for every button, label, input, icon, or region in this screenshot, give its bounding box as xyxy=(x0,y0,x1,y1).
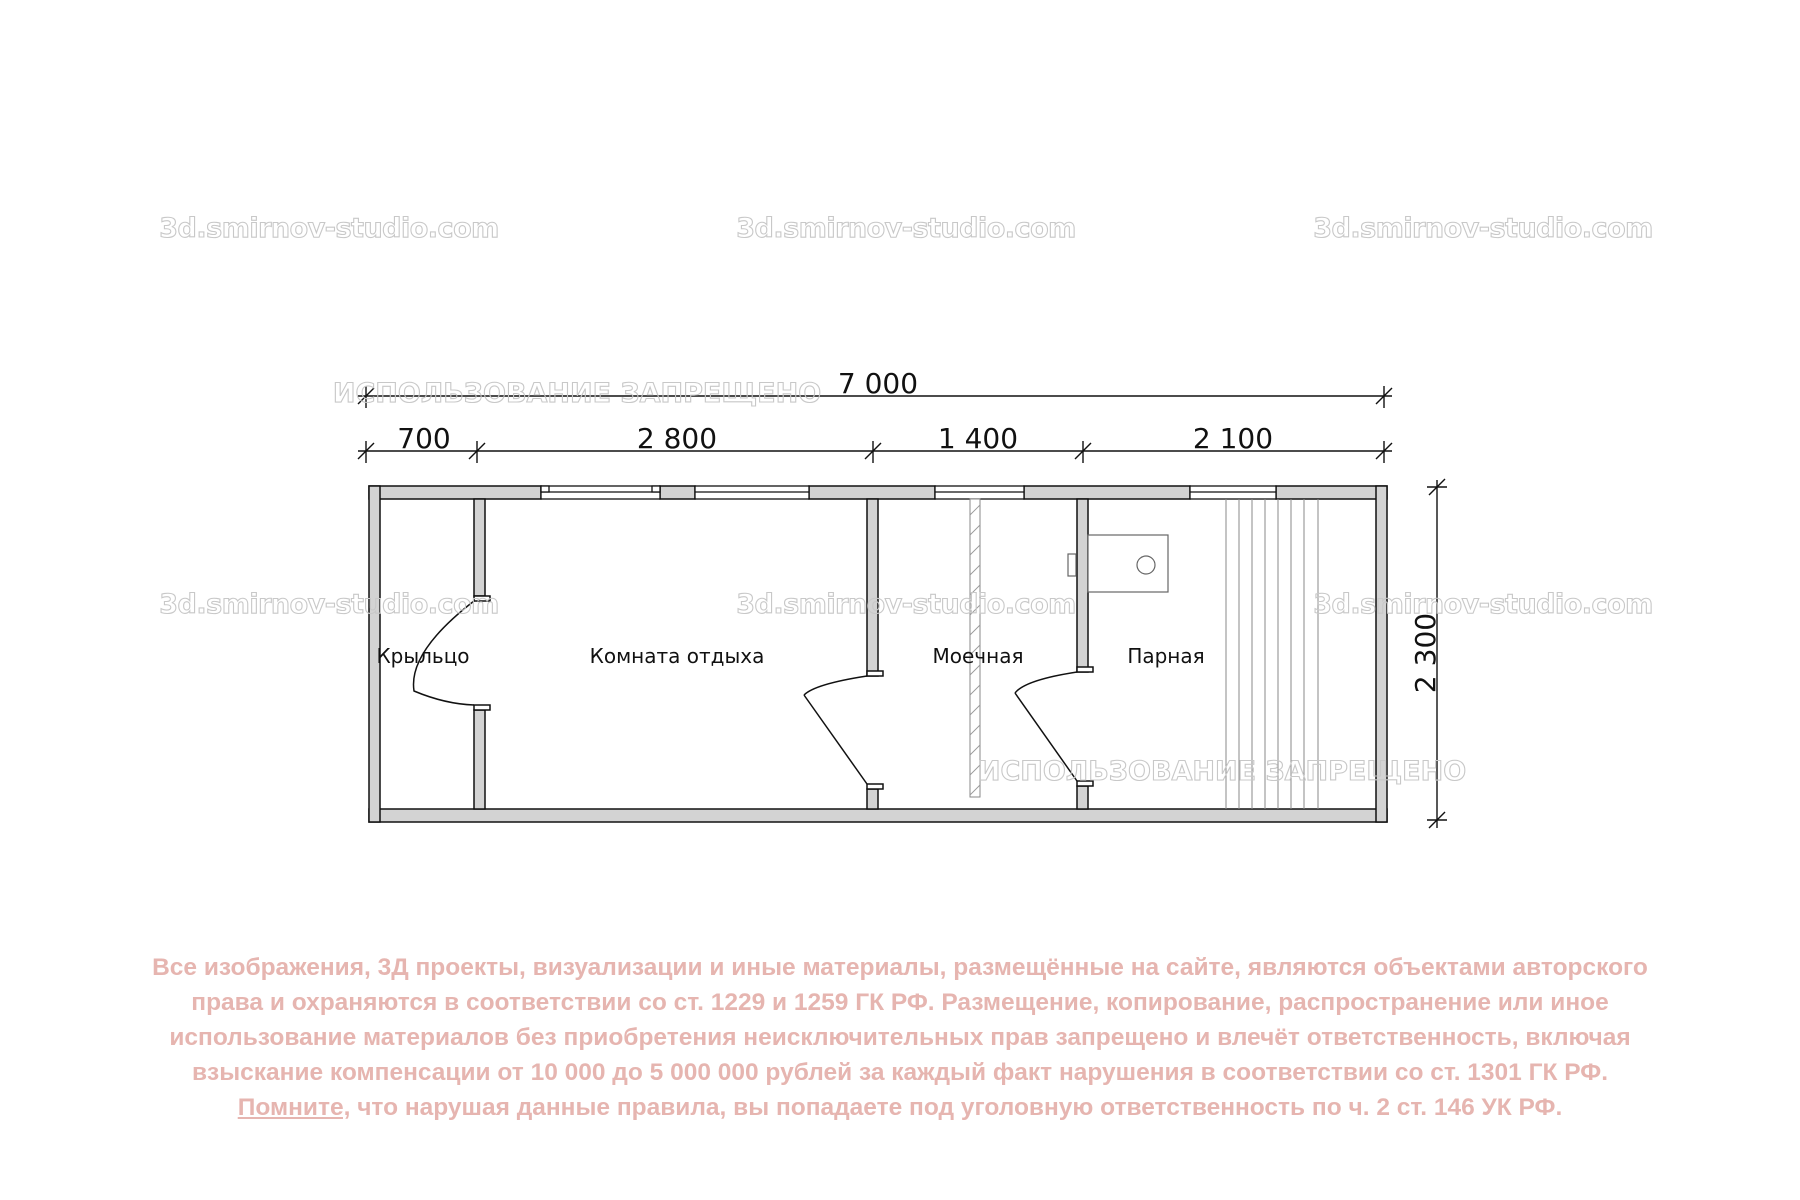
room-label-porch: Крыльцо xyxy=(376,644,470,668)
dimension-width: 2 300 xyxy=(1409,612,1442,694)
dimension-washroom: 1 400 xyxy=(937,422,1019,455)
dimension-lounge: 2 800 xyxy=(636,422,718,455)
watermark-site: 3d.smirnov-studio.com xyxy=(159,589,499,620)
notice-line: Все изображения, 3Д проекты, визуализации и иные материалы, размещённые на сайте, являются объектами авторского xyxy=(152,954,1648,981)
room-label-washroom: Моечная xyxy=(932,644,1024,668)
room-label-lounge: Комната отдыха xyxy=(589,644,765,668)
watermark-site: 3d.smirnov-studio.com xyxy=(1313,213,1653,244)
notice-line xyxy=(50,1090,1750,1125)
watermark-forbidden: ИСПОЛЬЗОВАНИЕ ЗАПРЕЩЕНО xyxy=(332,378,822,409)
dimension-porch: 700 xyxy=(397,422,451,455)
dimension-steam-room: 2 100 xyxy=(1192,422,1274,455)
dimension-total: 7 000 xyxy=(837,367,919,400)
notice-line: использование материалов без приобретения неисключительных прав запрещено и влечёт ответственность, включая xyxy=(169,1024,1631,1051)
notice-line: права и охраняются в соответствии со ст. 1229 и 1259 ГК РФ. Размещение, копирование, распространение или иное xyxy=(191,989,1609,1016)
room-label-steam-room: Парная xyxy=(1127,644,1205,668)
notice-line: взыскание компенсации от 10 000 до 5 000 000 рублей за каждый факт нарушения в соответствии со ст. 1301 ГК РФ. xyxy=(191,1059,1609,1086)
notice-line-rest: что нарушая данные правила, вы попадаете под уголовную ответственность по ч. 2 ст. 146 УК РФ. xyxy=(350,1094,1563,1121)
copyright-notice xyxy=(50,950,1750,1125)
watermark-site: 3d.smirnov-studio.com xyxy=(736,589,1076,620)
watermark-site: 3d.smirnov-studio.com xyxy=(1313,589,1653,620)
watermark-site: 3d.smirnov-studio.com xyxy=(736,213,1076,244)
watermark-site: 3d.smirnov-studio.com xyxy=(159,213,499,244)
watermark-forbidden: ИСПОЛЬЗОВАНИЕ ЗАПРЕЩЕНО xyxy=(977,756,1467,787)
remember-link[interactable]: Помните, xyxy=(237,1094,351,1121)
